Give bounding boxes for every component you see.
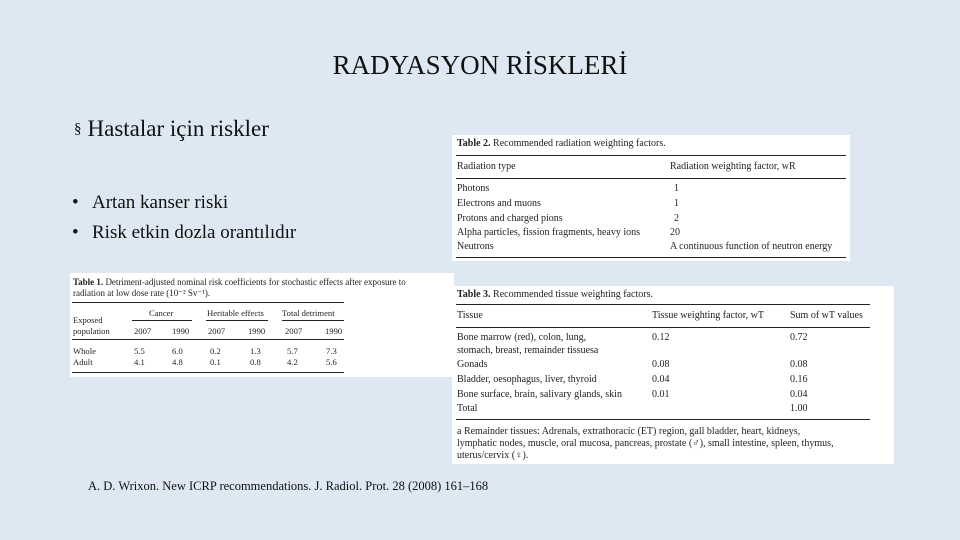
table-cell: 7.3: [326, 346, 337, 356]
table-cell: 0.04: [652, 374, 670, 385]
table-rule: [456, 155, 846, 156]
table-cell: Protons and charged pions: [457, 213, 563, 224]
table-footnote: a Remainder tissues: Adrenals, extrathoracic (ET) region, gall bladder, heart, kidneys,: [457, 426, 801, 437]
table-header-cell: Sum of wT values: [790, 310, 863, 321]
table-cell: 0.72: [790, 332, 808, 343]
table-cell: Neutrons: [457, 241, 494, 252]
table-cell: A continuous function of neutron energy: [670, 241, 833, 252]
table-cell: 0.04: [790, 389, 808, 400]
table-cell: 0.08: [652, 359, 670, 370]
table-cell: Adult: [73, 357, 93, 367]
table-cell: 0.8: [250, 357, 261, 367]
table-cell: 5.5: [134, 346, 145, 356]
table2-caption: Table 2. Recommended radiation weighting factors.: [457, 138, 666, 149]
table-rule: [456, 257, 846, 258]
table-header-cell: Heritable effects: [207, 308, 264, 318]
table-cell: 0.08: [790, 359, 808, 370]
table-cell: Bladder, oesophagus, liver, thyroid: [457, 374, 597, 385]
table-cell: Bone marrow (red), colon, lung,: [457, 332, 587, 343]
table-rule: [72, 372, 344, 373]
table-rule: [132, 320, 192, 321]
table-cell: 0.12: [652, 332, 670, 343]
table3-image: [452, 286, 894, 464]
table-header-cell: 1990: [325, 326, 343, 336]
table-cell: 0.01: [652, 389, 670, 400]
square-bullet-icon: §: [74, 121, 82, 137]
table-footnote: lymphatic nodes, muscle, oral mucosa, pancreas, prostate (♂), small intestine, spleen, thymus,: [457, 438, 834, 449]
table-rule: [456, 304, 870, 305]
table-cell: 2: [674, 213, 679, 224]
table-header-cell: Radiation weighting factor, wR: [670, 161, 796, 172]
table-rule: [282, 320, 344, 321]
table-rule: [456, 419, 870, 420]
table-header-cell: Tissue: [457, 310, 483, 321]
table-header-cell: 1990: [248, 326, 266, 336]
table-header-cell: Tissue weighting factor, wT: [652, 310, 764, 321]
slide-title: RADYASYON RİSKLERİ: [332, 50, 628, 80]
table-cell: 1.3: [250, 346, 261, 356]
table1-caption: radiation at low dose rate (10⁻² Sv⁻¹).: [73, 288, 211, 298]
bullet-text: Artan kanser riski: [92, 192, 229, 213]
bullet-list: [72, 188, 296, 248]
table-header-cell: 2007: [208, 326, 226, 336]
table-cell: 4.2: [287, 357, 298, 367]
table-cell: stomach, breast, remainder tissuesa: [457, 345, 599, 356]
table-cell: 6.0: [172, 346, 183, 356]
table-header-cell: Total detriment: [282, 308, 335, 318]
table-cell: Bone surface, brain, salivary glands, skin: [457, 389, 622, 400]
table2-image: [452, 135, 850, 261]
table-header-cell: Cancer: [149, 308, 174, 318]
table-header-cell: 1990: [172, 326, 190, 336]
table-header-cell: 2007: [285, 326, 303, 336]
table-cell: 4.8: [172, 357, 183, 367]
table-rule: [72, 302, 344, 303]
bullet-text: Risk etkin dozla orantılıdır: [92, 222, 297, 243]
table-header-cell: Radiation type: [457, 161, 516, 172]
table-cell: 4.1: [134, 357, 145, 367]
table-cell: 0.1: [210, 357, 221, 367]
table-header-cell: Exposed: [73, 315, 103, 325]
reference-citation: A. D. Wrixon. New ICRP recommendations. J. Radiol. Prot. 28 (2008) 161–168: [88, 479, 489, 493]
table-rule: [72, 339, 344, 340]
table-cell: 1: [674, 183, 679, 194]
table1-caption: Table 1. Detriment-adjusted nominal risk coefficients for stochastic effects after exposure to: [73, 277, 406, 287]
table-cell: Photons: [457, 183, 490, 194]
table3-caption: Table 3. Recommended tissue weighting factors.: [457, 289, 653, 300]
subheading-text: Hastalar için riskler: [87, 116, 269, 141]
table-cell: Total: [457, 403, 478, 414]
table-cell: Gonads: [457, 359, 488, 370]
bullet-item: [72, 218, 296, 248]
table-cell: 0.16: [790, 374, 808, 385]
table-rule: [206, 320, 268, 321]
table-cell: Electrons and muons: [457, 198, 541, 209]
table-cell: 1: [674, 198, 679, 209]
table-cell: Whole: [73, 346, 96, 356]
table1-image: [70, 273, 454, 377]
table-cell: 20: [670, 227, 680, 238]
subheading: [74, 116, 269, 142]
table-header-cell: population: [73, 326, 110, 336]
table-cell: 5.6: [326, 357, 337, 367]
table-rule: [456, 327, 870, 328]
bullet-item: [72, 188, 296, 218]
table-rule: [456, 178, 846, 179]
table-cell: Alpha particles, fission fragments, heavy ions: [457, 227, 641, 238]
table-cell: 5.7: [287, 346, 298, 356]
table-footnote: uterus/cervix (♀).: [457, 450, 529, 461]
table-cell: 1.00: [790, 403, 808, 414]
table-cell: 0.2: [210, 346, 221, 356]
bullet-dot-icon: •: [72, 192, 79, 213]
table-header-cell: 2007: [134, 326, 152, 336]
bullet-dot-icon: •: [72, 222, 79, 243]
